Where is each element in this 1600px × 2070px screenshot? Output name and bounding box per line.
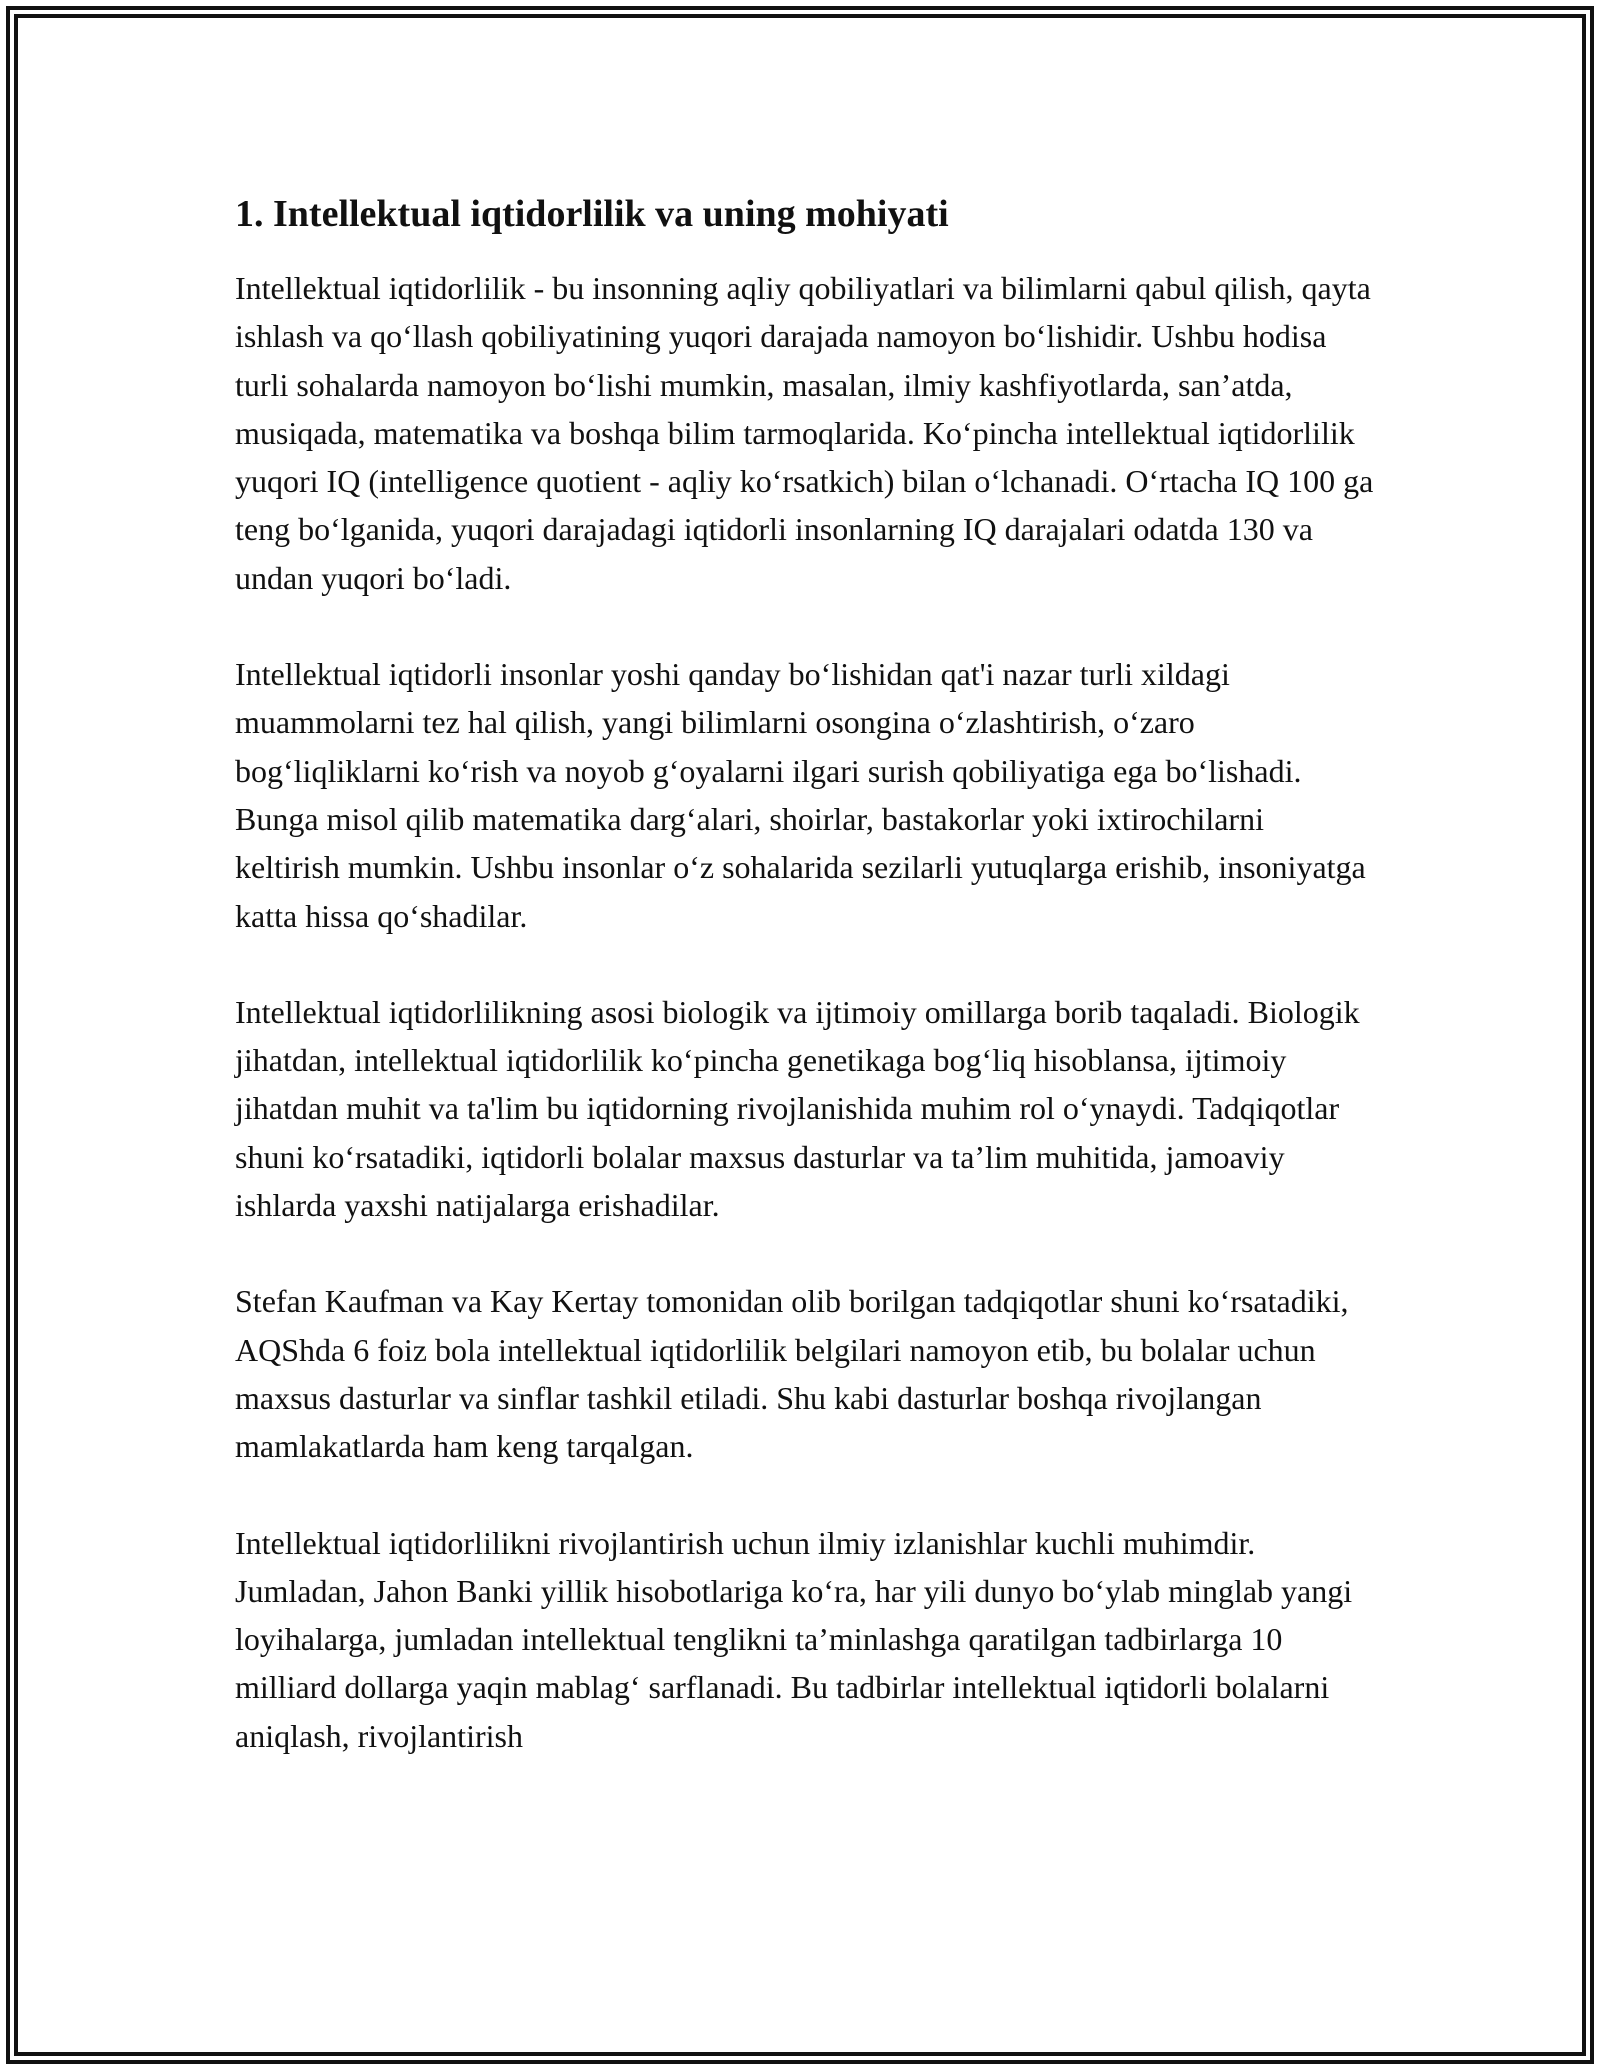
paragraph-iqtidorlilik-definition: Intellektual iqtidorlilik - bu insonning aqliy qobiliyatlari va bilimlarni qabul qilish, qayta ishlash va qo‘llash qobiliyatining yuqori darajada namoyon bo‘lishidir. Ushbu hodisa turli sohalarda namoyon bo‘lishi mumkin, masalan, ilmiy kashfiyotlarda, san’atda, musiqada, matematika va boshqa bilim tarmoqlarida. Ko‘pincha intellektual iqtidorlilik yuqori IQ (intelligence quotient - aqliy ko‘rsatkich) bilan o‘lchanadi. O‘rtacha IQ 100 ga teng bo‘lganida, yuqori darajadagi iqtidorli insonlarning IQ darajalari odatda 130 va undan yuqori bo‘ladi. [235,270,1374,596]
section-heading: 1. Intellektual iqtidorlilik va uning mohiyati [235,193,949,235]
document-body [235,186,1375,1808]
paragraph-iqtidorli-insonlar: Intellektual iqtidorli insonlar yoshi qanday bo‘lishidan qat'i nazar turli xildagi muammolarni tez hal qilish, yangi bilimlarni osongina o‘zlashtirish, o‘zaro bog‘liqliklarni ko‘rish va noyob g‘oyalarni ilgari surish qobiliyatiga ega bo‘lishadi. Bunga misol qilib matematika darg‘alari, shoirlar, bastakorlar yoki ixtirochilarni keltirish mumkin. Ushbu insonlar o‘z sohalarida sezilarli yutuqlarga erishib, insoniyatga katta hissa qo‘shadilar. [235,656,1366,934]
paragraph-rivojlantirish: Intellektual iqtidorlilikni rivojlantirish uchun ilmiy izlanishlar kuchli muhimdir. Jumladan, Jahon Banki yillik hisobotlariga ko‘ra, har yili dunyo bo‘ylab minglab yangi loyihalarga, jumladan intellektual tenglikni ta’minlashga qaratilgan tadbirlarga 10 milliard dollarga yaqin mablag‘ sarflanadi. Bu tadbirlar intellektual iqtidorli bolalarni aniqlash, rivojlantirish [235,1524,1353,1754]
paragraph-biologik-ijtimoiy: Intellektual iqtidorlilikning asosi biologik va ijtimoiy omillarga borib taqaladi. Biologik jihatdan, intellektual iqtidorlilik ko‘pincha genetikaga bog‘liq hisoblansa, ijtimoiy jihatdan muhit va ta'lim bu iqtidorning rivojlanishida muhim rol o‘ynaydi. Tadqiqotlar shuni ko‘rsatadiki, iqtidorli bolalar maxsus dasturlar va ta’lim muhitida, jamoaviy ishlarda yaxshi natijalarga erishadilar. [235,993,1360,1224]
paragraph-kaufman-kertay: Stefan Kaufman va Kay Kertay tomonidan olib borilgan tadqiqotlar shuni ko‘rsatadiki, AQShda 6 foiz bola intellektual iqtidorlilik belgilari namoyon etib, bu bolalar uchun maxsus dasturlar va sinflar tashkil etiladi. Shu kabi dasturlar boshqa rivojlangan mamlakatlarda ham keng tarqalgan. [235,1283,1349,1465]
